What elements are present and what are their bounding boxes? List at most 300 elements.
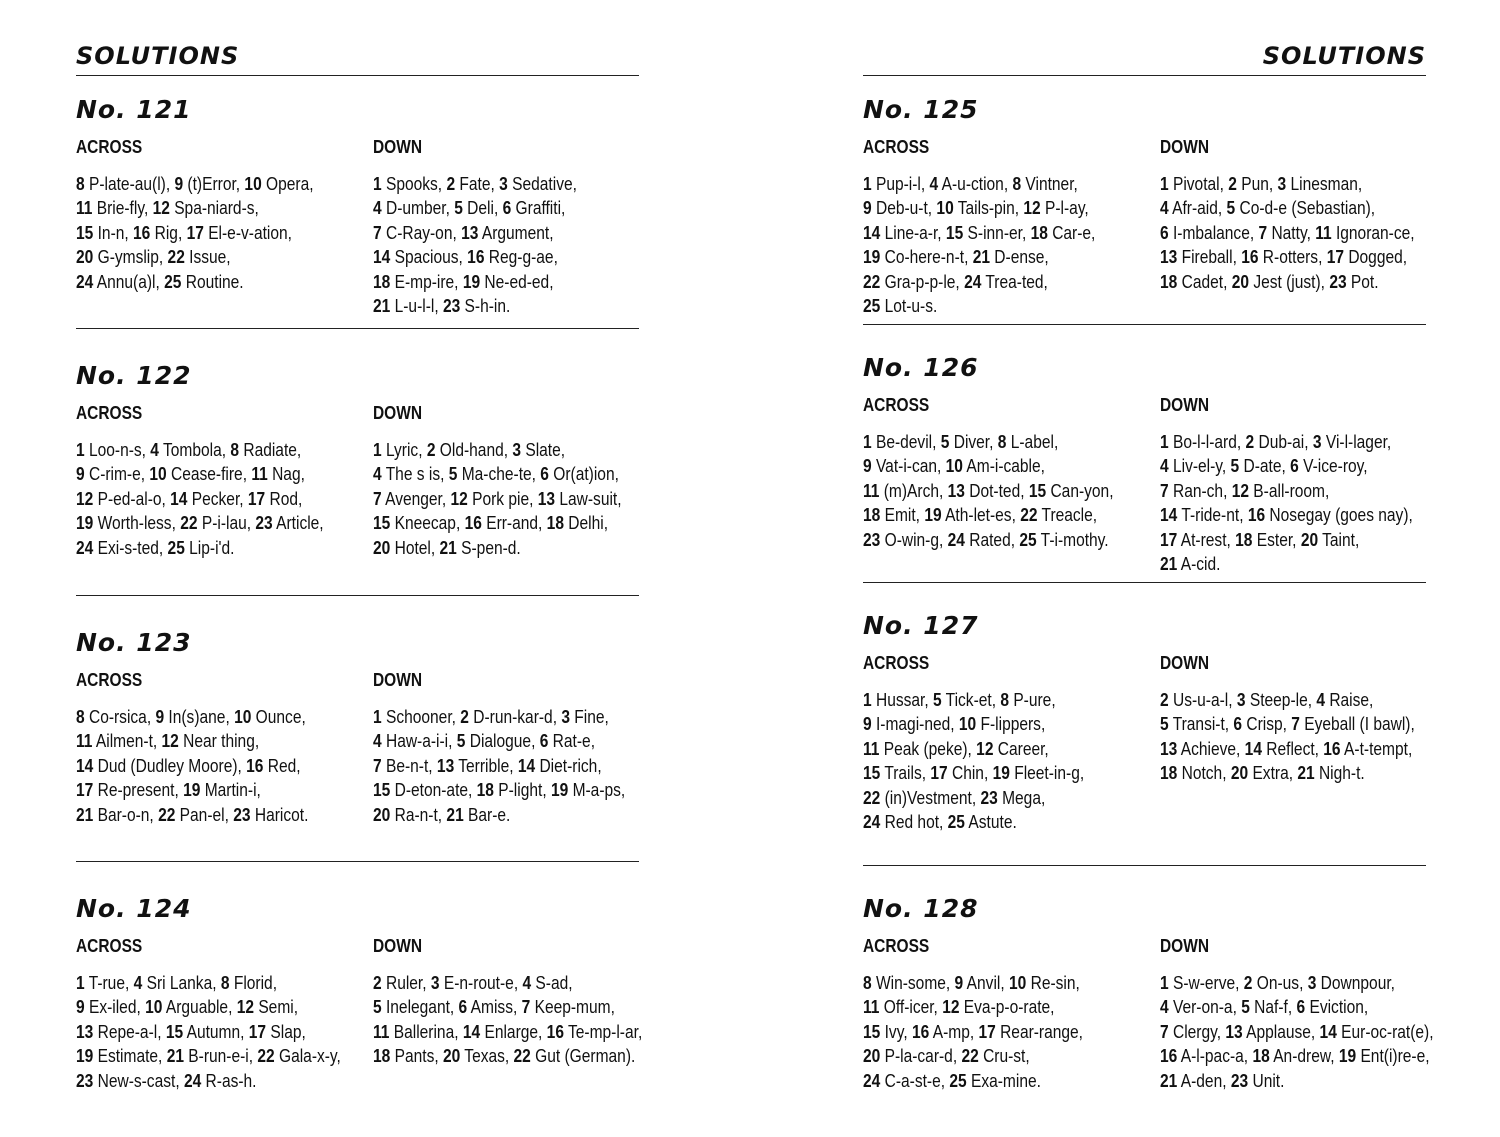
answer-text: Bar-o-n (97, 803, 150, 825)
answer-text: Amiss (470, 996, 513, 1018)
answer-text: P-i-lau (201, 512, 247, 534)
clue-number: 16 (546, 1020, 564, 1042)
answer-line (863, 221, 1107, 245)
answer-line (76, 803, 320, 827)
clue-number: 3 (499, 173, 508, 194)
clue-number: 1 (1160, 972, 1169, 993)
clue-number: 19 (462, 270, 481, 292)
answer-text: Afr-aid (1172, 197, 1218, 219)
clue-number: 24 (863, 811, 881, 833)
answer-entry: 4 Tombola, (150, 439, 231, 460)
answer-entry: 13 Applause, (1225, 1020, 1320, 1042)
answer-text: Gra-p-p-le (884, 270, 956, 292)
clue-number: 22 (961, 1045, 979, 1067)
answer-line (863, 172, 1107, 196)
answer-entry: 23 New-s-cast, (76, 1069, 184, 1091)
page-title: SOLUTIONS (76, 42, 240, 70)
answer-line (76, 270, 320, 294)
answer-line (76, 438, 320, 462)
answer-text: Rig (154, 221, 178, 243)
clue-number: 4 (1160, 197, 1169, 219)
answer-text: D-run-kar-d (473, 706, 553, 727)
clue-number: 24 (947, 528, 965, 550)
answer-text: Line-a-r (884, 221, 938, 243)
answer-text: I-magi-ned (875, 713, 951, 735)
answer-entry: 17 Re-present, (76, 779, 184, 801)
answer-text: Taint (1322, 528, 1355, 550)
clue-number: 11 (1315, 221, 1332, 243)
answer-entry: 5 Co-d-e (Sebastian), (1226, 197, 1376, 219)
answer-entry: 20 Texas, (442, 1045, 514, 1067)
answer-text: Co-rsica (88, 706, 147, 727)
clue-number: 24 (183, 1069, 202, 1091)
answer-entry: 1 Loo-n-s, (76, 439, 151, 460)
answer-entry: 9 C-rim-e, (76, 463, 150, 485)
clue-number: 3 (430, 972, 440, 993)
answer-entry: 18 P-light, (476, 779, 551, 801)
clue-number: 15 (863, 762, 881, 784)
answer-entry: 2 Us-u-a-l, (1160, 689, 1237, 710)
answer-line (863, 971, 1107, 995)
clue-number: 18 (373, 270, 391, 292)
clue-number: 25 (1019, 528, 1037, 550)
clue-number: 10 (234, 706, 252, 727)
answer-text: Ver-on-a (1172, 996, 1233, 1018)
puzzle-number: No. 128 (863, 894, 979, 923)
answer-line (373, 438, 617, 462)
down-heading: DOWN (373, 137, 423, 157)
clue-number: 12 (152, 197, 170, 219)
clue-number: 18 (1030, 221, 1048, 243)
clue-number: 17 (248, 1020, 267, 1042)
answer-text: Eyeball (I bawl) (1304, 713, 1411, 735)
answer-line (1160, 528, 1404, 552)
answer-text: Radiate (243, 439, 297, 460)
clue-number: 5 (373, 996, 382, 1018)
answer-entry (1231, 1070, 1285, 1091)
clue-number: 1 (863, 431, 872, 452)
answer-line (373, 511, 617, 535)
answer-text: B-all-room (1253, 479, 1325, 501)
clue-number: 3 (1277, 173, 1287, 194)
answer-text: Law-suit (559, 487, 618, 509)
answer-line (76, 462, 320, 486)
clue-number: 16 (1247, 504, 1266, 526)
answer-line (373, 270, 617, 294)
answer-text: L-u-l-l (394, 295, 435, 317)
across-heading: ACROSS (76, 137, 143, 157)
answer-entry: 5 Naf-f, (1241, 996, 1297, 1018)
clue-number: 6 (540, 463, 549, 485)
answer-text: Sri Lanka (146, 972, 213, 993)
answer-entry: 2 Dub-ai, (1245, 431, 1313, 452)
clue-number: 23 (980, 786, 998, 808)
answer-entry: 21 L-u-l-l, (373, 295, 443, 317)
clue-number: 2 (373, 972, 382, 993)
clue-number: 19 (863, 246, 881, 268)
answer-entry: 7 Avenger, (373, 487, 451, 509)
answer-text: Exi-s-ted (97, 536, 159, 558)
answer-entry: 20 Hotel, (373, 536, 440, 558)
clue-number: 10 (936, 197, 954, 219)
answer-entry: 3 Slate, (512, 439, 566, 460)
clue-number: 14 (1160, 504, 1178, 526)
divider-rule (76, 861, 639, 862)
answer-entry: 21 A-den, (1160, 1069, 1231, 1091)
clue-number: 14 (863, 221, 881, 243)
clue-number: 3 (561, 706, 570, 727)
clue-number: 12 (161, 730, 179, 752)
clue-number: 23 (442, 295, 461, 317)
answer-text: Dub-ai (1258, 431, 1305, 452)
answer-text: Off-icer (883, 996, 934, 1018)
down-answers (373, 438, 622, 560)
clue-number: 2 (460, 706, 469, 727)
answer-text: Pivotal (1172, 173, 1220, 194)
answer-entry: 12 B-all-room, (1231, 479, 1330, 501)
answer-entry: 20 Jest (just), (1231, 270, 1330, 292)
answer-entry: 22 Treacle, (1020, 504, 1098, 526)
answer-entry: 22 Issue, (167, 246, 231, 268)
answer-text: Texas (464, 1045, 505, 1067)
answer-line (1160, 196, 1404, 220)
answer-entry: 12 P-l-ay, (1023, 197, 1089, 219)
answer-text: Ne-ed-ed (484, 270, 550, 292)
clue-number: 24 (863, 1069, 881, 1091)
clue-number: 18 (1160, 270, 1178, 292)
answer-line (76, 971, 320, 995)
answer-text: Re-present (97, 779, 175, 801)
answer-text: Old-hand (439, 439, 504, 460)
answer-entry: 1 Bo-l-l-ard, (1160, 431, 1246, 452)
answer-entry: 15 S-inn-er, (945, 221, 1031, 243)
clue-number: 12 (1023, 197, 1041, 219)
answer-line (373, 705, 617, 729)
answer-entry: 17 Dogged, (1326, 246, 1408, 268)
answer-line (373, 995, 617, 1019)
clue-number: 1 (863, 173, 872, 194)
answer-text: P-late-au(l) (88, 173, 166, 194)
answer-text: Rated (969, 528, 1011, 550)
clue-number: 14 (1319, 1020, 1337, 1042)
answer-entry: 2 Pun, (1228, 173, 1278, 194)
answer-entry: 18 Emit, (863, 504, 925, 526)
answer-entry: 16 Nosegay (goes nay), (1247, 504, 1413, 526)
down-heading: DOWN (373, 670, 423, 690)
down-answers (1160, 430, 1413, 576)
clue-number: 6 (1290, 455, 1299, 477)
clue-number: 13 (436, 754, 455, 776)
answer-text: T-i-mothy. (1040, 528, 1109, 550)
answer-entry: 16 Te-mp-l-ar, (546, 1020, 643, 1042)
answer-entry: 11 Brie-fly, (76, 197, 153, 219)
answer-entry: 17 Slap, (248, 1020, 306, 1042)
clue-number: 18 (476, 779, 494, 801)
answer-entry: 3 E-n-rout-e, (430, 972, 523, 993)
answer-text: Naf-f (1254, 996, 1288, 1018)
answer-text: M-a-ps (572, 779, 621, 801)
answer-entry (514, 1045, 636, 1066)
answer-line (76, 511, 324, 535)
answer-entry: 1 Schooner, (373, 706, 461, 727)
clue-number: 13 (1160, 737, 1178, 759)
answer-entry: 1 Hussar, (863, 689, 933, 710)
answer-text: Emit (884, 504, 916, 526)
clue-number: 24 (76, 536, 94, 558)
answer-entry: 12 Eva-p-o-rate, (942, 996, 1055, 1018)
clue-number: 12 (450, 487, 468, 509)
answer-line (76, 487, 320, 511)
answer-text: E-n-rout-e (443, 972, 514, 993)
clue-number: 18 (1160, 762, 1178, 784)
down-column (1160, 936, 1450, 1093)
answer-line (1160, 761, 1404, 785)
answer-entry: 5 Ma-che-te, (448, 463, 541, 485)
answer-entry: 18 E-mp-ire, (373, 270, 463, 292)
clue-number: 1 (76, 439, 85, 460)
answer-entry: 14 Diet-rich, (517, 754, 602, 776)
answer-entry: 3 Fine, (561, 706, 609, 727)
down-answers (1160, 172, 1415, 294)
clue-number: 22 (863, 270, 881, 292)
answer-text: Terrible (458, 754, 510, 776)
across-answers (76, 971, 341, 1093)
answer-text: P-ed-al-o (97, 487, 162, 509)
answer-entry: 15 In-n, (76, 221, 134, 243)
answer-text: Pecker (191, 487, 240, 509)
answer-entry: 4 Afr-aid, (1160, 197, 1227, 219)
answer-text: The s is (385, 463, 441, 485)
divider-rule (76, 595, 639, 596)
answer-text: Ran-ch (1172, 479, 1224, 501)
answer-entry: 15 Can-yon, (1028, 479, 1114, 501)
answer-entry: 6 Crisp, (1233, 713, 1292, 735)
clue-number: 1 (1160, 431, 1169, 452)
answer-text: Tails-pin (957, 197, 1015, 219)
clue-number: 25 (949, 1069, 967, 1091)
answer-entry: 2 Fate, (446, 173, 500, 194)
clue-number: 8 (230, 439, 240, 460)
answer-entry: 22 Cru-st, (961, 1045, 1030, 1067)
answer-line (373, 221, 617, 245)
answer-text: Clergy (1172, 1020, 1217, 1042)
answer-text: Fireball (1181, 246, 1233, 268)
answer-text: P-la-car-d (884, 1045, 953, 1067)
answer-text: S-pen-d. (461, 536, 521, 558)
answer-text: S-ad (535, 972, 569, 993)
answer-entry: 16 Reg-g-ae, (467, 246, 558, 268)
clue-number: 19 (183, 779, 201, 801)
answer-text: Cru-st (983, 1045, 1026, 1067)
answer-text: Hussar (875, 689, 925, 710)
answer-text: Ignoran-ce (1335, 221, 1411, 243)
answer-entry (863, 295, 937, 316)
answer-entry: 9 Deb-u-t, (863, 197, 937, 219)
answer-entry: 5 Dialogue, (456, 730, 540, 752)
answer-text: O-win-g (884, 528, 940, 550)
clue-number: 15 (945, 221, 964, 243)
clue-number: 17 (247, 487, 266, 509)
clue-number: 3 (1236, 689, 1246, 710)
answer-entry: 23 Article, (255, 512, 324, 534)
answer-entry: 4 Liv-el-y, (1160, 455, 1231, 477)
clue-number: 22 (180, 512, 198, 534)
answer-entry: 15 Autumn, (165, 1020, 249, 1042)
answer-entry (443, 295, 510, 316)
clue-number: 4 (522, 972, 532, 993)
answer-entry (168, 537, 235, 558)
answer-line (1160, 454, 1404, 478)
across-answers (863, 172, 1107, 318)
answer-line (76, 995, 320, 1019)
answer-text: Pun (1241, 173, 1269, 194)
clue-number: 2 (426, 439, 436, 460)
answer-line (1160, 552, 1404, 576)
answer-entry: 19 Ent(i)re-e, (1338, 1045, 1430, 1067)
answer-text: Dogged (1348, 246, 1403, 268)
clue-number: 8 (1000, 689, 1010, 710)
answer-entry: 12 Career, (976, 737, 1049, 759)
answer-line (1160, 503, 1413, 527)
answer-entry: 8 Vintner, (1012, 173, 1078, 194)
clue-number: 5 (1160, 713, 1169, 735)
answer-text: Florid (233, 972, 273, 993)
clue-number: 19 (1338, 1045, 1357, 1067)
answer-entry: 8 P-late-au(l), (76, 173, 175, 194)
clue-number: 10 (958, 713, 977, 735)
answer-entry: 9 In(s)ane, (155, 706, 235, 727)
answer-text: An-drew (1273, 1045, 1331, 1067)
answer-entry: 3 Linesman, (1277, 173, 1363, 194)
answer-text: Co-d-e (Sebastian) (1239, 197, 1371, 219)
clue-number: 13 (947, 479, 965, 501)
answer-entry: 24 Annu(a)l, (76, 270, 165, 292)
answer-entry: 4 Raise, (1316, 689, 1374, 710)
answer-entry: 13 Repe-a-l, (76, 1020, 166, 1042)
across-column (76, 137, 366, 294)
answer-entry: 14 Line-a-r, (863, 221, 946, 243)
answer-text: Transi-t (1172, 713, 1225, 735)
clue-number: 13 (76, 1020, 94, 1042)
answer-entry: 1 S-w-erve, (1160, 972, 1244, 993)
answer-line (863, 786, 1107, 810)
answer-text: Fine (574, 706, 605, 727)
answer-line (76, 536, 320, 560)
answer-text: New-s-cast (97, 1069, 176, 1091)
answer-text: S-inn-er (967, 221, 1022, 243)
answer-entry: 17 Rod, (247, 487, 303, 509)
clue-number: 23 (255, 512, 273, 534)
answer-line (373, 196, 617, 220)
answer-text: Issue (189, 246, 227, 268)
clue-number: 11 (76, 197, 93, 219)
down-heading: DOWN (1160, 653, 1210, 673)
answer-line (373, 754, 617, 778)
answer-entry: 9 I-magi-ned, (863, 713, 959, 735)
answer-entry: 22 (in)Vestment, (863, 786, 981, 808)
across-answers (863, 688, 1107, 834)
answer-text: Annu(a)l (96, 270, 156, 292)
answer-line (863, 430, 1107, 454)
across-column (863, 137, 1153, 318)
answer-entry: 2 Old-hand, (426, 439, 513, 460)
clue-number: 3 (512, 439, 522, 460)
answer-text: Astute. (968, 811, 1017, 833)
clue-number: 11 (863, 737, 880, 759)
answer-text: Vintner (1025, 173, 1074, 194)
answer-entry: 1 Lyric, (373, 439, 427, 460)
answer-entry: 7 Eyeball (I bawl), (1291, 713, 1415, 735)
answer-entry: 8 L-abel, (997, 431, 1059, 452)
answer-entry: 24 C-a-st-e, (863, 1069, 950, 1091)
clue-number: 16 (1160, 1045, 1178, 1067)
answer-entry: 6 Rat-e, (539, 730, 596, 752)
answer-entry: 13 Fireball, (1160, 246, 1242, 268)
clue-number: 4 (373, 730, 382, 752)
clue-number: 4 (150, 439, 159, 460)
across-answers (863, 430, 1114, 552)
clue-number: 18 (863, 504, 881, 526)
answer-entry: 6 Eviction, (1296, 996, 1369, 1018)
answer-line (76, 1069, 320, 1093)
answer-text: Argument (481, 221, 550, 243)
clue-number: 2 (1228, 173, 1237, 194)
clue-number: 6 (539, 730, 549, 752)
clue-number: 19 (924, 504, 942, 526)
clue-number: 12 (76, 487, 94, 509)
answer-entry: 17 At-rest, (1160, 528, 1236, 550)
clue-number: 22 (257, 1045, 275, 1067)
answer-text: A-den (1180, 1069, 1223, 1091)
answer-text: Spa-niard-s (174, 197, 255, 219)
answer-line (1160, 221, 1415, 245)
clue-number: 20 (1231, 270, 1250, 292)
clue-number: 25 (167, 536, 185, 558)
clue-number: 22 (1020, 504, 1038, 526)
answer-text: Lot-u-s. (884, 295, 938, 317)
clue-number: 7 (1160, 479, 1169, 501)
clue-number: 4 (929, 173, 939, 194)
answer-text: Vat-i-can (875, 455, 937, 477)
down-answers (373, 705, 626, 827)
answer-entry: 24 Exi-s-ted, (76, 536, 168, 558)
across-answers (863, 971, 1107, 1093)
answer-text: Liv-el-y (1172, 455, 1222, 477)
puzzle-number: No. 121 (76, 95, 192, 124)
answer-text: Downpour (1320, 972, 1391, 993)
answer-entry: 4 Haw-a-i-i, (373, 730, 457, 752)
clue-number: 17 (1160, 528, 1178, 550)
answer-line (863, 503, 1107, 527)
answer-text: Enlarge (484, 1020, 539, 1042)
answer-entry (1297, 762, 1364, 783)
answer-entry: 4 Ver-on-a, (1160, 996, 1242, 1018)
clue-number: 20 (373, 536, 391, 558)
down-answers (373, 172, 617, 318)
clue-number: 22 (863, 786, 881, 808)
answer-text: Sedative (512, 173, 573, 194)
clue-number: 1 (76, 972, 85, 993)
answer-line (76, 778, 320, 802)
answer-text: Can-yon (1050, 479, 1110, 501)
answer-line (863, 270, 1107, 294)
answer-entry: 12 Spa-niard-s, (152, 197, 259, 219)
clue-number: 4 (1160, 455, 1169, 477)
answer-entry: 14 Dud (Dudley Moore), (76, 754, 247, 776)
answer-text: C-a-st-e (884, 1069, 941, 1091)
clue-number: 21 (972, 246, 990, 268)
across-column (863, 936, 1153, 1093)
